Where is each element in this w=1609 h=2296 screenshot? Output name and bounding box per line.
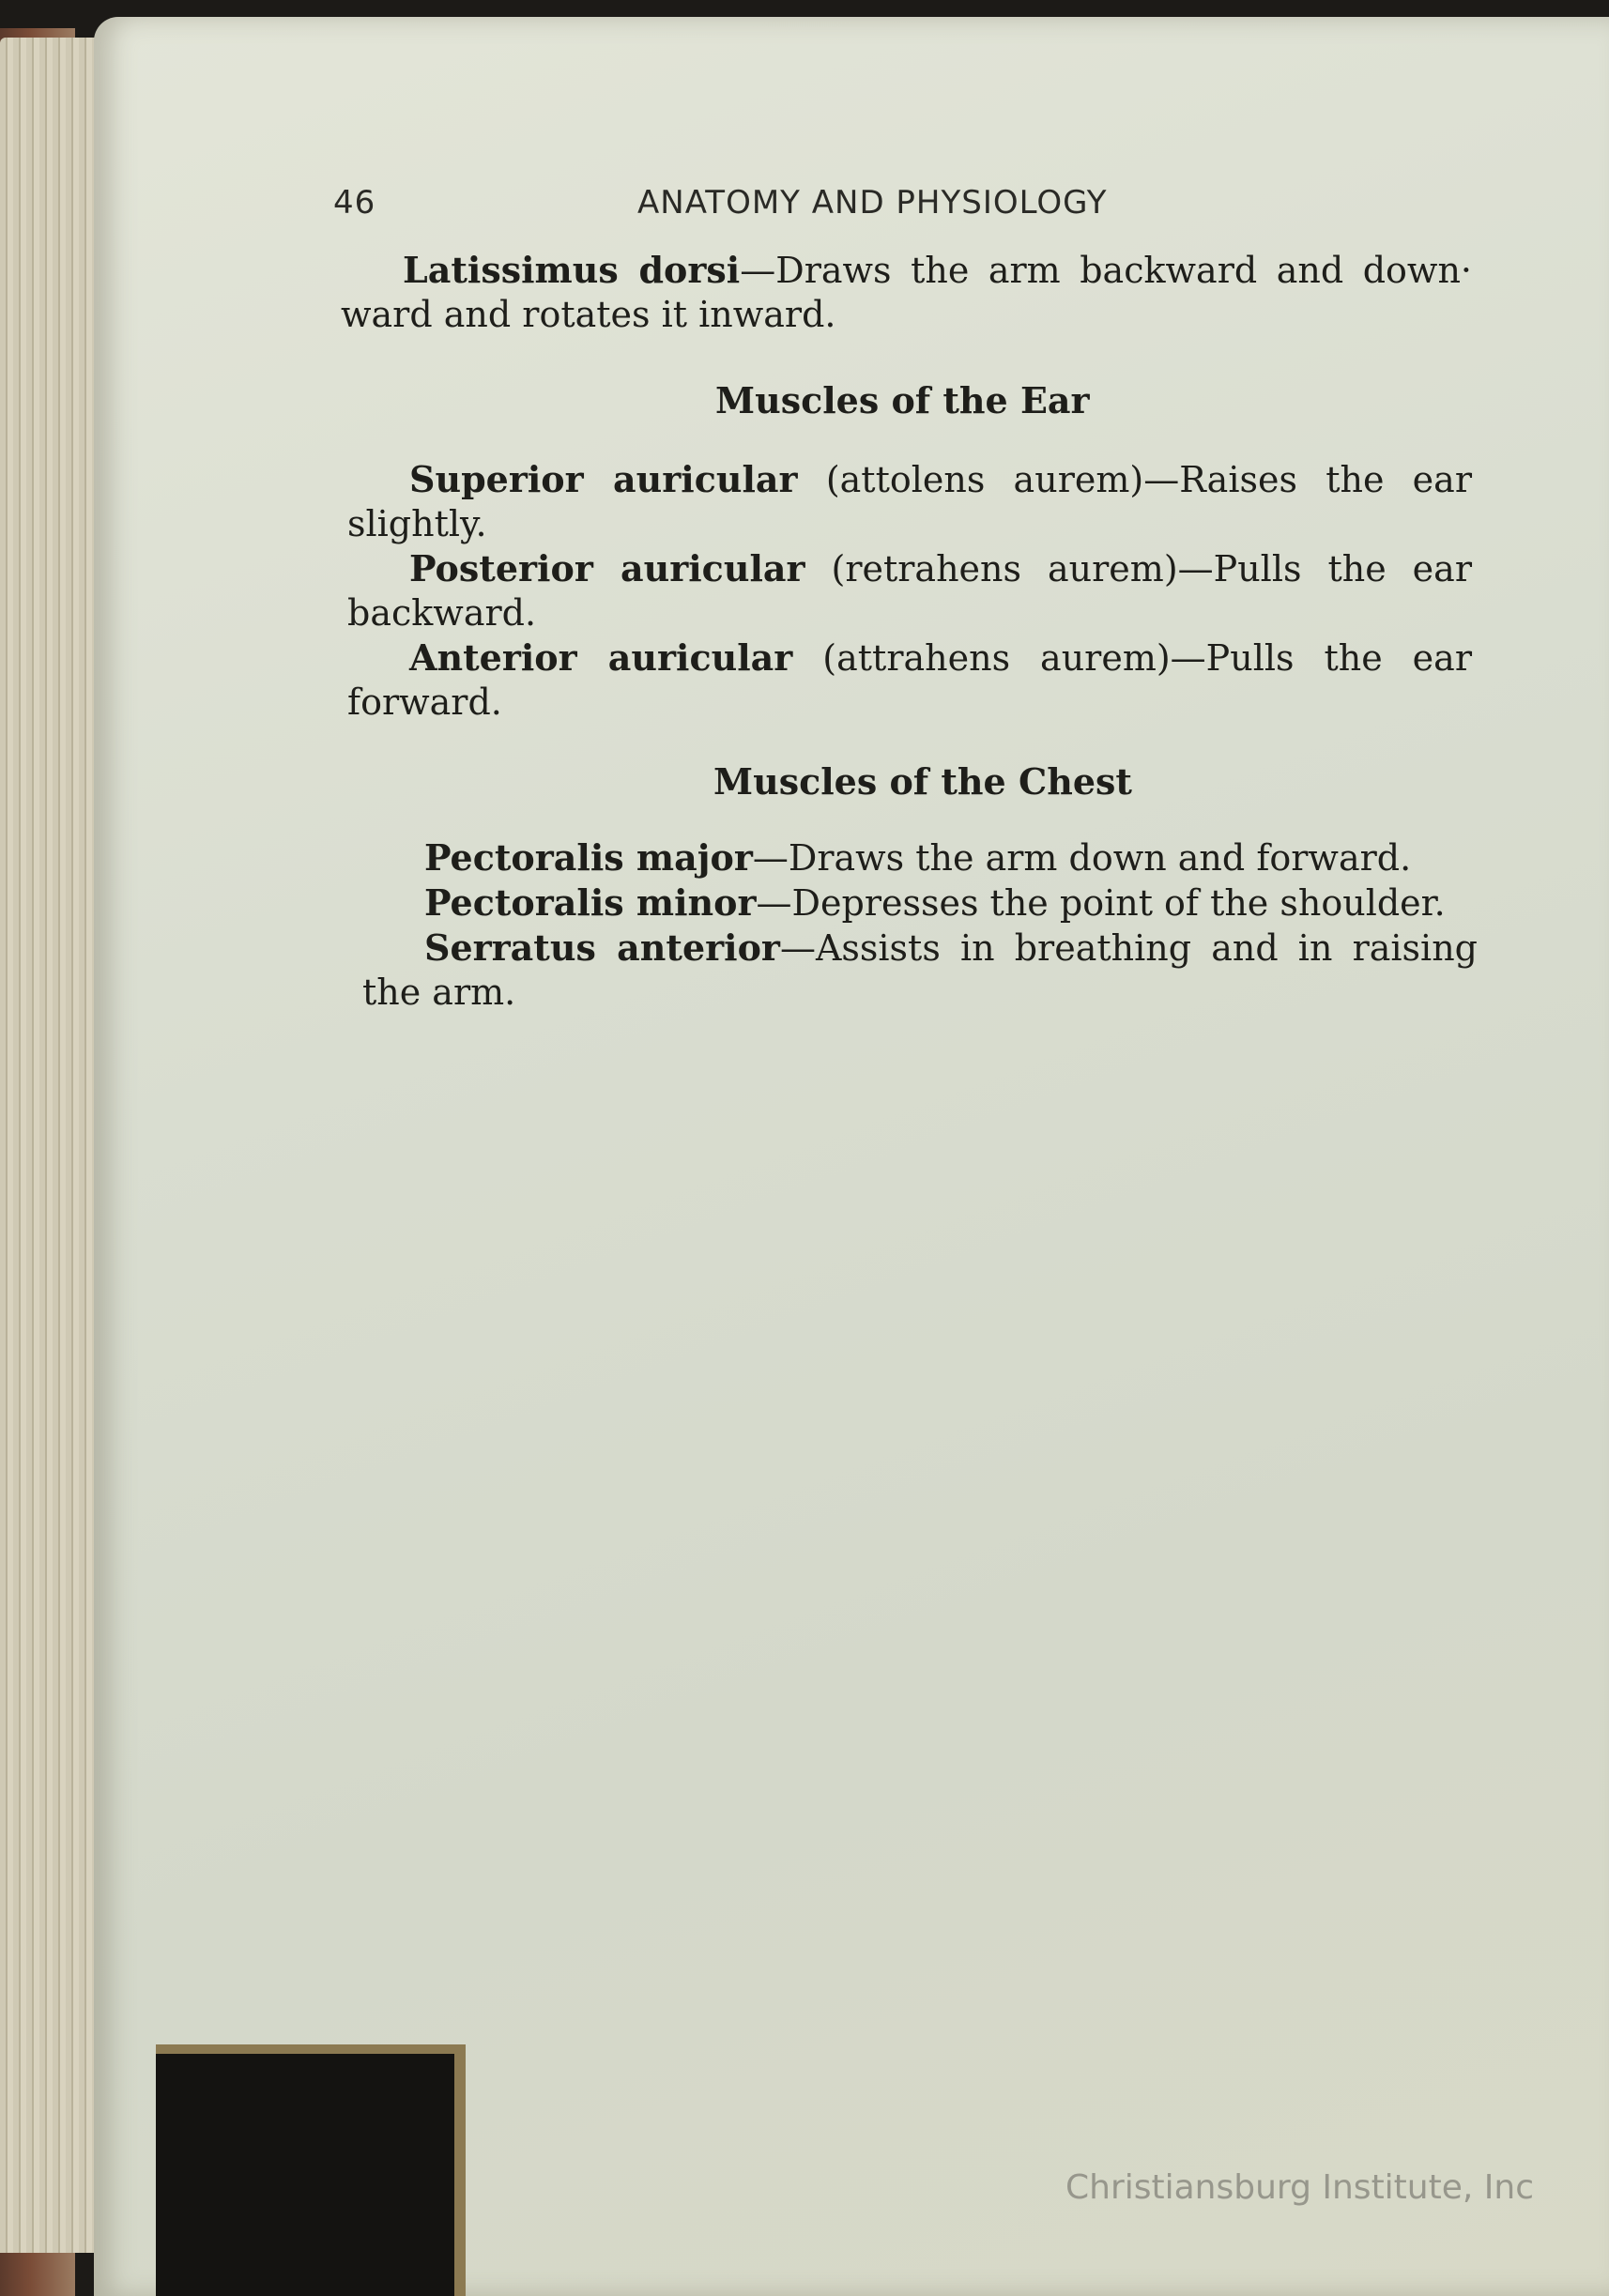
entry-desc: —Draws the arm down and forward. — [752, 837, 1412, 879]
entry-desc: —Depresses the point of the shoulder. — [756, 882, 1446, 924]
entry-desc: —Draws the arm backward and down· — [740, 250, 1472, 291]
entry-anterior-auricular — [347, 635, 1472, 725]
entry-desc: (retrahens aurem)—Pulls the ear — [831, 548, 1472, 589]
entry-desc-cont: forward. — [347, 681, 502, 723]
entry-desc-cont: slightly. — [347, 503, 487, 544]
entry-desc-cont: ward and rotates it inward. — [341, 294, 836, 335]
entry-posterior-auricular — [347, 546, 1472, 635]
entry-latissimus-dorsi — [341, 248, 1472, 337]
entry-term: Anterior auricular — [409, 636, 793, 679]
section-heading-ear: Muscles of the Ear — [715, 379, 1090, 421]
entry-pectoralis-major — [362, 835, 1478, 880]
section-ear-entries — [347, 457, 1472, 725]
page-number: 46 — [333, 184, 376, 222]
entry-pectoralis-minor — [362, 880, 1478, 926]
index-tab — [156, 2044, 466, 2296]
running-title: ANATOMY AND PHYSIOLOGY — [637, 184, 1108, 222]
watermark: Christiansburg Institute, Inc — [1065, 2168, 1534, 2207]
entry-term: Latissimus dorsi — [403, 249, 741, 291]
entry-serratus-anterior — [362, 926, 1478, 1015]
entry-term: Pectoralis major — [424, 836, 753, 879]
book-page — [94, 17, 1609, 2296]
entry-desc-cont: backward. — [347, 592, 537, 634]
entry-desc-cont: the arm. — [362, 972, 516, 1013]
entry-term: Pectoralis minor — [424, 881, 757, 924]
section-chest-entries — [362, 835, 1478, 1015]
entry-term: Posterior auricular — [409, 547, 805, 589]
section-heading-chest: Muscles of the Chest — [713, 760, 1132, 803]
entry-term: Superior auricular — [409, 458, 798, 500]
entry-term: Serratus anterior — [424, 926, 780, 969]
entry-desc: (attolens aurem)—Raises the ear — [825, 459, 1472, 500]
entry-desc: (attrahens aurem)—Pulls the ear — [822, 637, 1472, 679]
entry-superior-auricular — [347, 457, 1472, 546]
entry-desc: —Assists in breathing and in raising — [779, 927, 1478, 969]
